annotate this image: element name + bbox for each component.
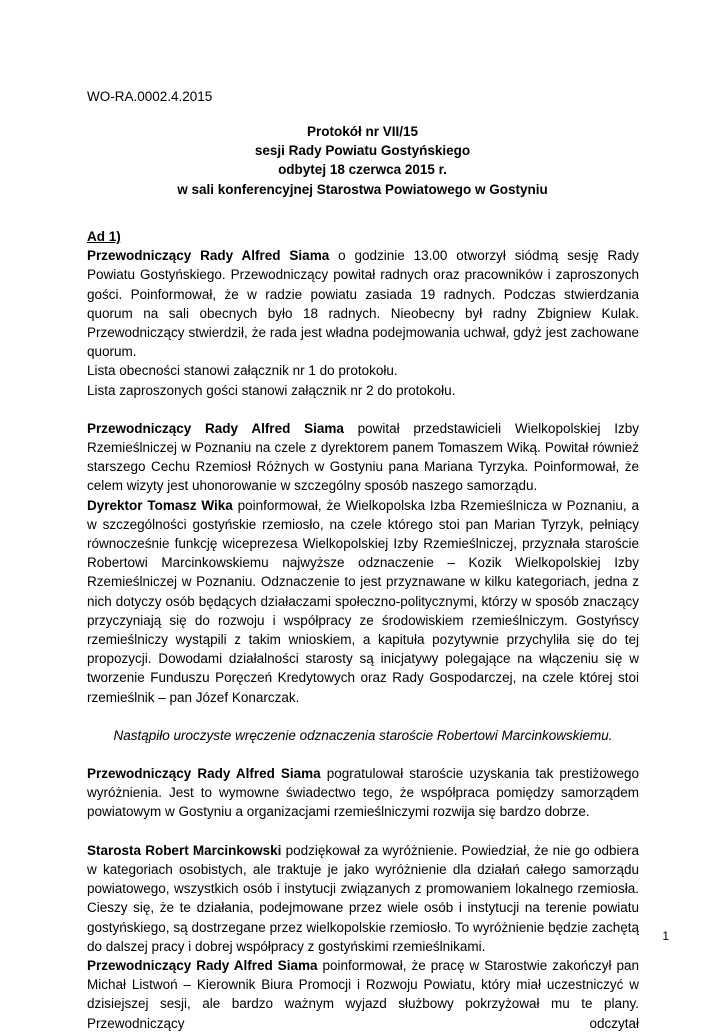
speaker-name: Przewodniczący Rady Alfred Siama: [87, 766, 321, 782]
speaker-name: Przewodniczący Rady Alfred Siama: [87, 420, 344, 436]
paragraph-text: powitał przedstawicieli Wielkopolskiej Izby Rzemieślniczej w Poznaniu na czele z dyrektorem panem Tomaszem Wiką. Powitał również starszego Cechu Rzemiosł Różnych w Gostyniu pana Mariana Tyrzyka. Poinformował, że celem wizyty jest uhonorowanie w szczególny sposób naszego samorządu.: [87, 420, 639, 494]
paragraph-text: poinformował, że Wielkopolska Izba Rzemieślnicza w Poznaniu, a w szczególności gostyńskie rzemiosło, na czele którego stoi pan Marian Tyrzyk, pełniący równocześnie funkcję wiceprezesa Wielkopolskiej Izby Rzemieślniczej, przyznała staroście Robertowi Marcinkowskiemu najwyższe odznaczenie – Kozik Wielkopolskiej Izby Rzemieślniczej w Poznaniu. Odznaczenie to jest przyznawane w kilku kategoriach, jedna z nich dotyczy osób będących działaczami społeczno-politycznymi, którzy w sposób znaczący przyczyniają się do rozwoju i współpracy ze środowiskiem rzemieślniczym. Gostyńscy rzemieślniczy wystąpili z takim wnioskiem, a kapituła pozytywnie przychyliła się do tej propozycji. Dowodami działalności starosty są inicjatywy polegające na włączeniu się w tworzenie Funduszu Poręczeń Kredytowych oraz Rady Gospodarczej, na czele której stoi rzemieślnik – pan Józef Konarczak.: [87, 497, 639, 705]
paragraph-text: poinformował, że pracę w Starostwie zakończył pan Michał Listwoń – Kierownik Biura Promocji i Rozwoju Powiatu, który miał uczestniczyć w dzisiejszej sesji, ale bardzo ważnym wyjazd służbowy pokrzyżował mu te plany. Przewodniczący odczytał: [87, 957, 639, 1031]
paragraph-2: [87, 419, 639, 496]
paragraph-1: [87, 246, 639, 361]
title-line-3: odbytej 18 czerwca 2015 r.: [278, 162, 447, 178]
attachment-note-2: Lista zaproszonych gości stanowi załącznik nr 2 do protokołu.: [87, 382, 456, 398]
paragraph-text: podziękował za wyróżnienie. Powiedział, że nie go odbiera w kategoriach osobistych, ale traktuje je jako wyróżnienie dla działań całego samorządu powiatowego, wszystkich osób i instytucji związanych z promowaniem lokalnego rzemiosła. Cieszy się, że te działania, podejmowane przez wiele osób i instytucji na terenie powiatu gostyńskiego, są dostrzegane przez wielkopolskie rzemiosło. To wyróżnienie będzie zachętą do dalszej pracy i dobrej współpracy z gostyńskimi rzemieślnikami.: [87, 842, 639, 954]
title-line-4: w sali konferencyjnej Starostwa Powiatowego w Gostyniu: [177, 181, 548, 197]
title-line-1: Protokół nr VII/15: [306, 124, 419, 139]
paragraph-3: [87, 496, 639, 707]
paragraph-5: [87, 841, 639, 956]
speaker-name: Starosta Robert Marcinkowski: [87, 842, 282, 858]
paragraph-text: pogratulował staroście uzyskania tak prestiżowego wyróżnienia. Jest to wymowne świadectwo tego, że współpraca pomiędzy samorządem powiatowym w Gostyniu a organizacjami rzemieślniczymi rozwija się bardzo dobrze.: [87, 766, 639, 820]
title-line-2: sesji Rady Powiatu Gostyńskiego: [254, 143, 471, 159]
document-title: [0, 122, 725, 199]
speaker-name: Przewodniczący Rady Alfred Siama: [87, 957, 318, 973]
attachment-note-1: Lista obecności stanowi załącznik nr 1 do protokołu.: [87, 363, 398, 379]
page-number: 1: [662, 929, 669, 943]
paragraph-4: [87, 764, 639, 822]
speaker-name: Dyrektor Tomasz Wika: [87, 497, 233, 513]
paragraph-text: o godzinie 13.00 otworzył siódmą sesję Rady Powiatu Gostyńskiego. Przewodniczący powitał radnych oraz pracowników i zaproszonych gości. Poinformował, że w radzie powiatu zasiada 19 radnych. Podczas stwierdzania quorum na sali obecnych było 18 radnych. Nieobecny był radny Zbigniew Kulak. Przewodniczący stwierdził, że rada jest władna podejmowania uchwał, gdyż jest zachowane quorum.: [87, 248, 639, 360]
speaker-name: Przewodniczący Rady Alfred Siama: [87, 248, 330, 264]
section-heading: Ad 1): [87, 229, 121, 244]
document-reference: WO-RA.0002.4.2015: [87, 89, 213, 104]
document-body: [87, 227, 639, 1033]
paragraph-6: [87, 956, 639, 1033]
italic-note: Nastąpiło uroczyste wręczenie odznaczenia staroście Robertowi Marcinkowskiemu.: [113, 727, 613, 743]
